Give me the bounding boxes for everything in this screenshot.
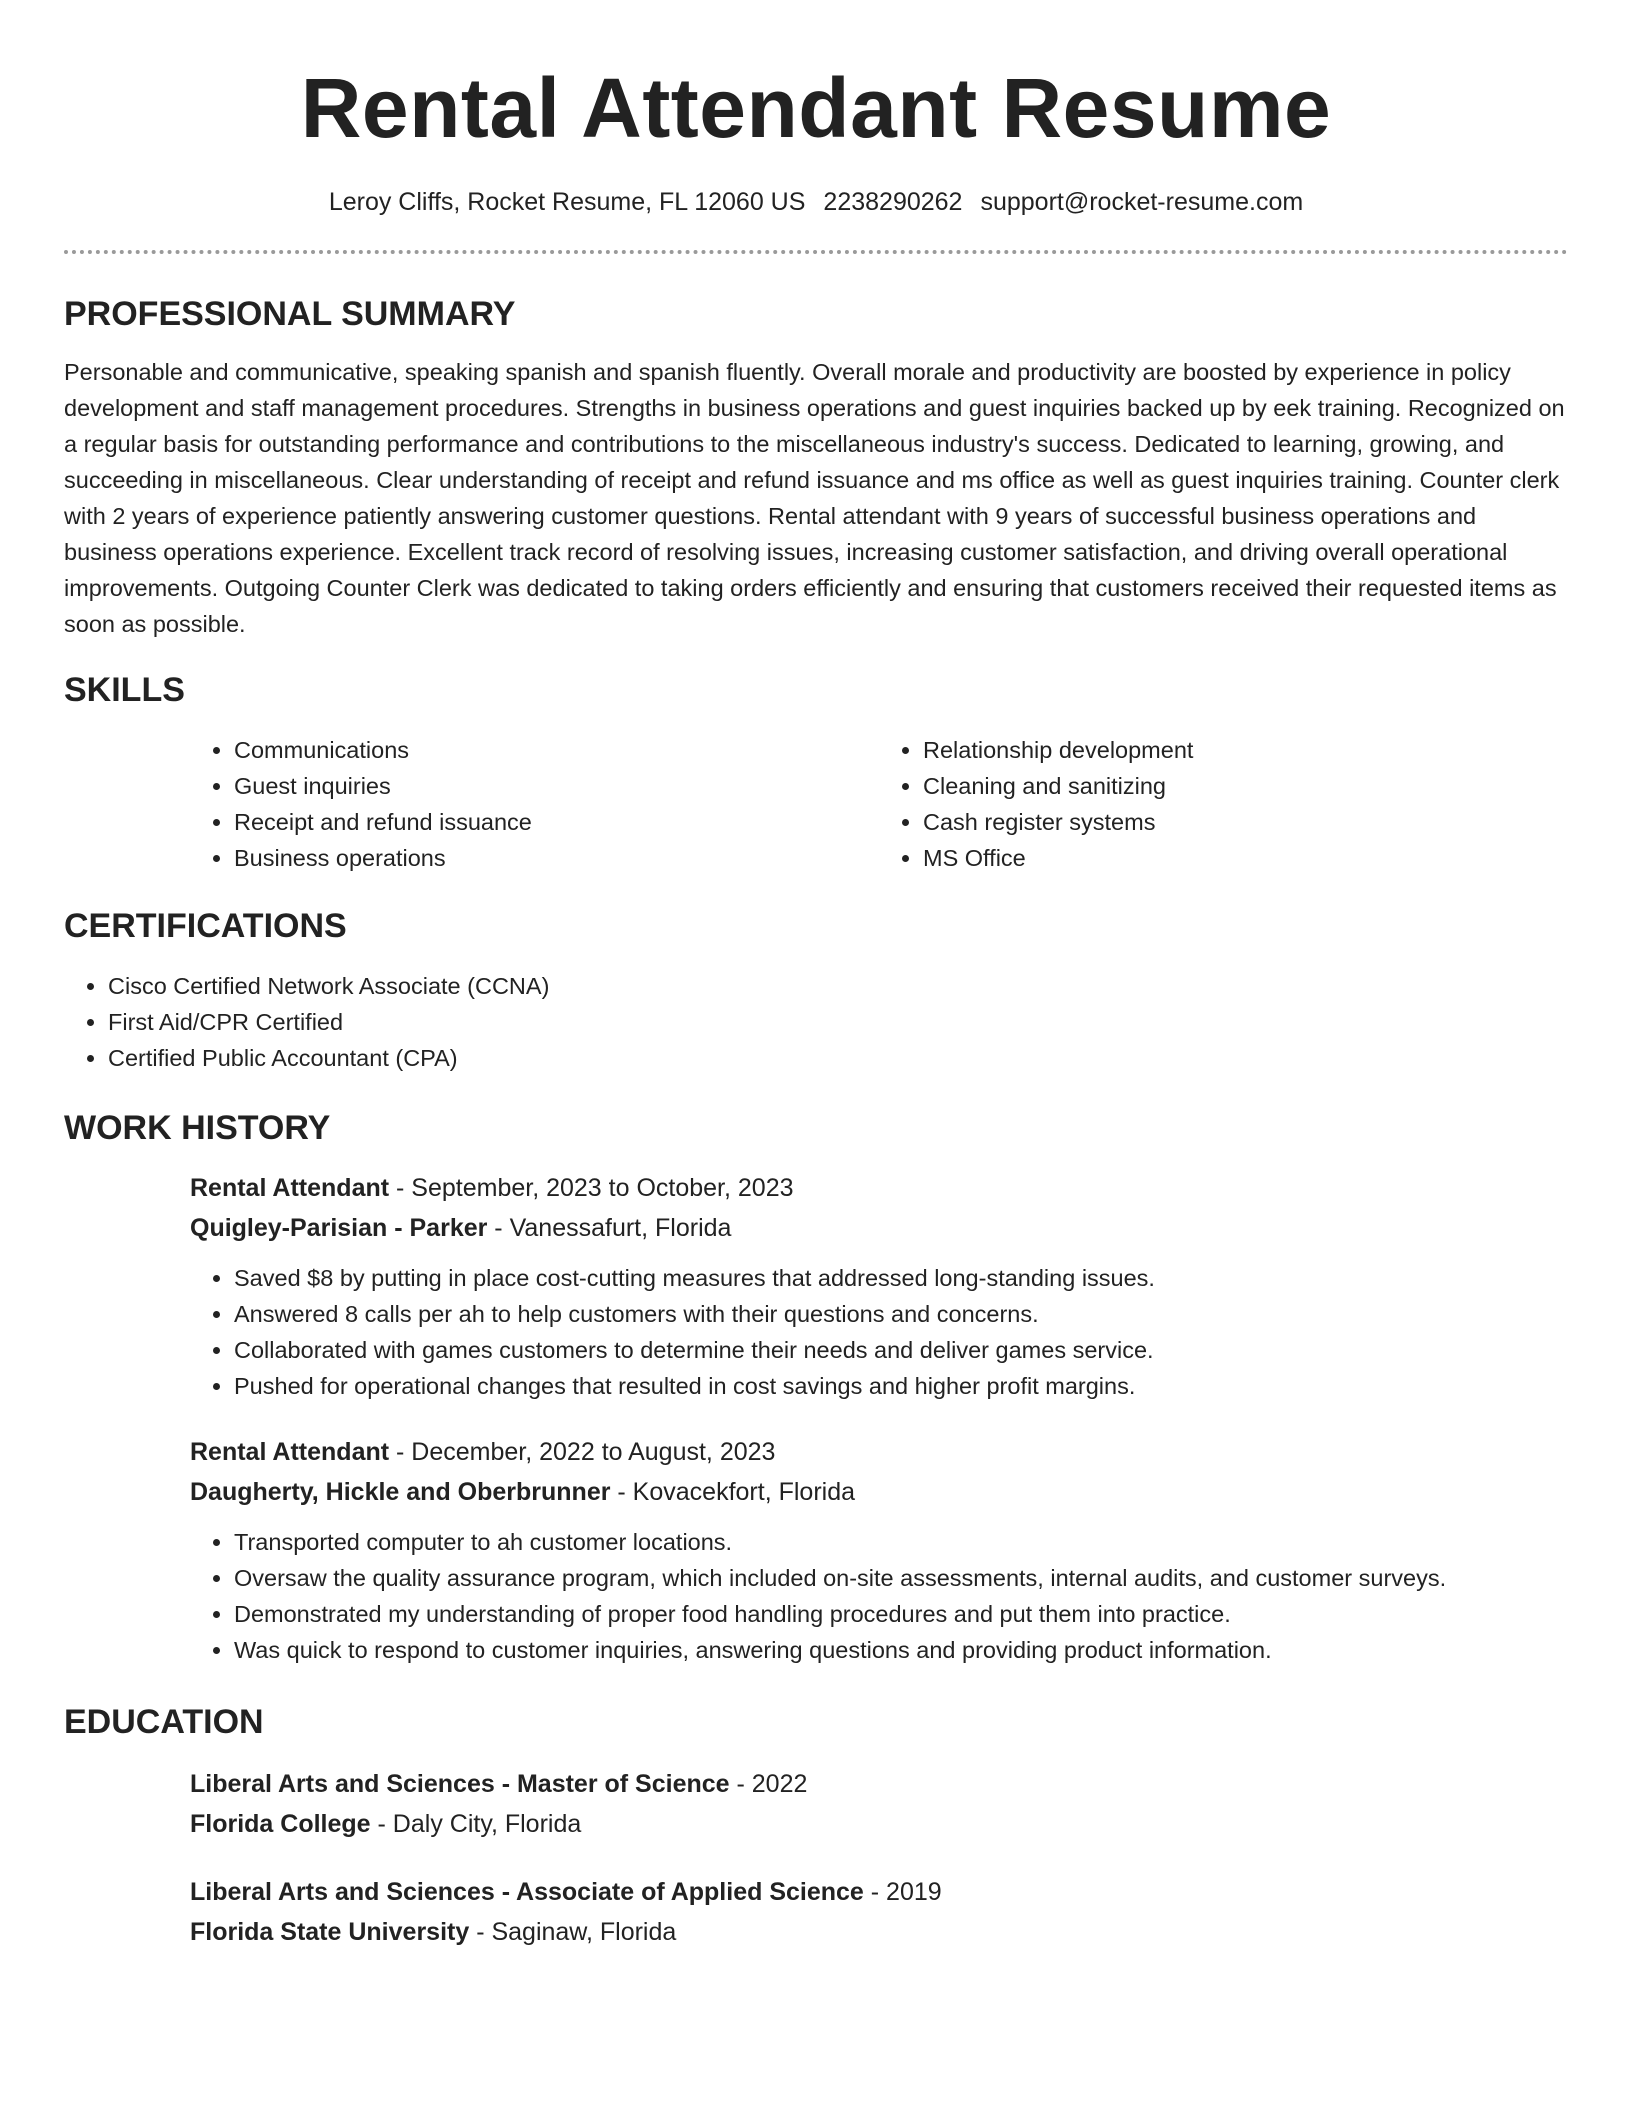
job-location: - Vanessafurt, Florida <box>487 1214 732 1242</box>
skill-item: • Communications <box>234 732 879 768</box>
header-divider <box>64 250 1568 254</box>
skill-item: • Guest inquiries <box>234 768 879 804</box>
resume-title: Rental Attendant Resume <box>300 61 1332 155</box>
job-duties-list <box>190 1524 1568 1668</box>
contact-address: Leroy Cliffs, Rocket Resume, FL 12060 US <box>328 188 806 216</box>
job-title-line <box>190 1168 1568 1208</box>
skills-heading: SKILLS <box>64 671 185 709</box>
education-heading: EDUCATION <box>64 1703 264 1741</box>
certifications-heading: CERTIFICATIONS <box>64 907 347 945</box>
degree: Liberal Arts and Sciences - Associate of Applied Science <box>190 1878 864 1906</box>
job-company-line <box>190 1208 1568 1248</box>
job-duty: • Saved $8 by putting in place cost-cutting measures that addressed long-standing issues. <box>234 1260 1568 1296</box>
job-dates: - December, 2022 to August, 2023 <box>389 1438 776 1466</box>
school-line <box>190 1804 1568 1844</box>
degree: Liberal Arts and Sciences - Master of Science <box>190 1770 730 1798</box>
certification-item: • Cisco Certified Network Associate (CCNA) <box>108 968 1568 1004</box>
skill-item: • MS Office <box>923 840 1568 876</box>
skills-list-left <box>190 732 879 876</box>
job-company: Quigley-Parisian - Parker <box>190 1214 488 1242</box>
skill-item: • Receipt and refund issuance <box>234 804 879 840</box>
job-dates: - September, 2023 to October, 2023 <box>389 1174 794 1202</box>
work-history-heading: WORK HISTORY <box>64 1109 331 1147</box>
degree-year: - 2022 <box>729 1770 808 1798</box>
certification-item: • Certified Public Accountant (CPA) <box>108 1040 1568 1076</box>
degree-line <box>190 1872 1568 1912</box>
education-entry <box>190 1764 1568 1844</box>
job-duty: • Collaborated with games customers to determine their needs and deliver games service. <box>234 1332 1568 1368</box>
education-entry <box>190 1872 1568 1952</box>
job-duties-list <box>190 1260 1568 1404</box>
job-duty: • Was quick to respond to customer inquiries, answering questions and providing product information. <box>234 1632 1568 1668</box>
school-line <box>190 1912 1568 1952</box>
job-entry <box>190 1432 1568 1668</box>
contact-line <box>64 186 1568 218</box>
work-history-section <box>64 1108 1568 1668</box>
job-title-line <box>190 1432 1568 1472</box>
skill-item: • Cleaning and sanitizing <box>923 768 1568 804</box>
job-title: Rental Attendant <box>190 1174 390 1202</box>
contact-phone: 2238290262 <box>823 188 963 216</box>
certifications-list <box>64 968 1568 1076</box>
job-duty: • Oversaw the quality assurance program, which included on-site assessments, internal audits, and customer surveys. <box>234 1560 1568 1596</box>
skills-grid <box>190 732 1568 876</box>
skills-section <box>64 670 1568 876</box>
school-location: - Daly City, Florida <box>370 1810 582 1838</box>
skill-item: • Business operations <box>234 840 879 876</box>
skill-item: • Relationship development <box>923 732 1568 768</box>
job-company-line <box>190 1472 1568 1512</box>
summary-text: Personable and communicative, speaking spanish and spanish fluently. Overall morale and productivity are boosted by experience in policy development and staff management procedures. Strengths in business operations and guest inquiries backed up by eek training. Recognized on a regular basis for outstanding performance and contributions to the miscellaneous industry's success. Dedicated to learning, growing, and succeeding in miscellaneous. Clear understanding of receipt and refund issuance and ms office as well as guest inquiries training. Counter clerk with 2 years of experience patiently answering customer questions. Rental attendant with 9 years of successful business operations and business operations experience. Excellent track record of resolving issues, increasing customer satisfaction, and driving overall operational improvements. Outgoing Counter Clerk was dedicated to taking orders efficiently and ensuring that customers received their requested items as soon as possible. <box>64 359 1565 637</box>
school-location: - Saginaw, Florida <box>469 1918 677 1946</box>
skill-item: • Cash register systems <box>923 804 1568 840</box>
job-location: - Kovacekfort, Florida <box>610 1478 855 1506</box>
school: Florida State University <box>190 1918 470 1946</box>
education-section <box>64 1702 1568 1952</box>
job-title: Rental Attendant <box>190 1438 390 1466</box>
certifications-section <box>64 906 1568 1076</box>
degree-line <box>190 1764 1568 1804</box>
job-entry <box>190 1168 1568 1404</box>
job-duty: • Demonstrated my understanding of proper food handling procedures and put them into practice. <box>234 1596 1568 1632</box>
job-duty: • Answered 8 calls per ah to help customers with their questions and concerns. <box>234 1296 1568 1332</box>
summary-heading: PROFESSIONAL SUMMARY <box>64 295 516 333</box>
job-duty: • Transported computer to ah customer locations. <box>234 1524 1568 1560</box>
contact-email: support@rocket-resume.com <box>980 188 1304 216</box>
job-duty: • Pushed for operational changes that resulted in cost savings and higher profit margins. <box>234 1368 1568 1404</box>
certification-item: • First Aid/CPR Certified <box>108 1004 1568 1040</box>
degree-year: - 2019 <box>863 1878 942 1906</box>
school: Florida College <box>190 1810 371 1838</box>
job-company: Daugherty, Hickle and Oberbrunner <box>190 1478 611 1506</box>
skills-list-right <box>879 732 1568 876</box>
summary-section <box>64 294 1568 642</box>
